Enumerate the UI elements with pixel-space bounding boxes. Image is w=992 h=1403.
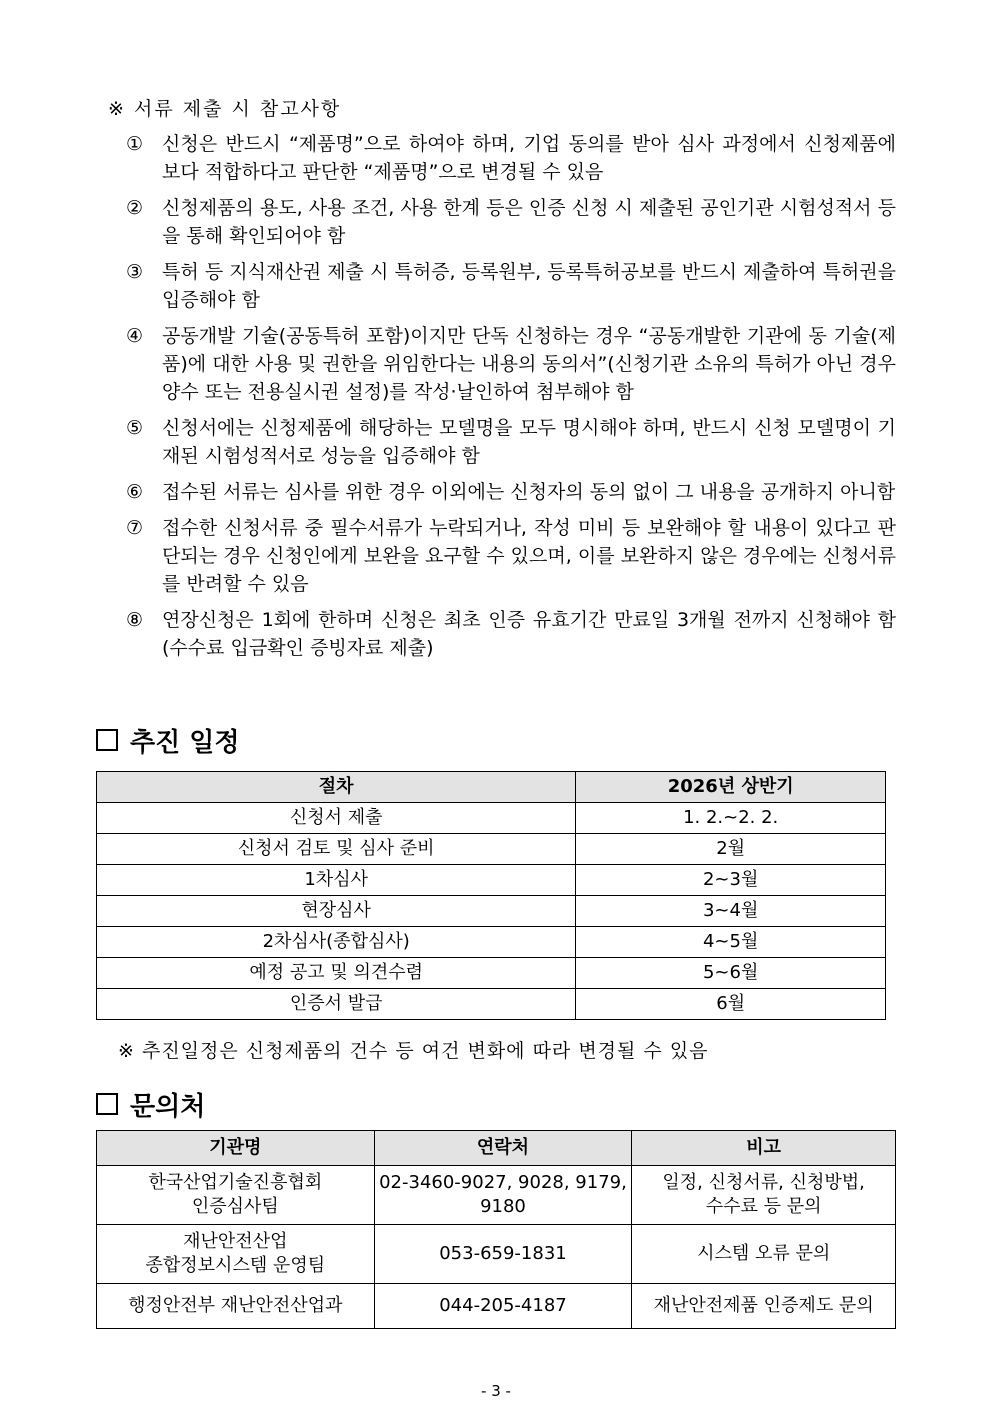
- phone-line: 9180: [480, 1196, 526, 1217]
- contact-heading-text: 문의처: [130, 1092, 206, 1122]
- contact-table: [96, 1130, 896, 1329]
- step-cell: 예정 공고 및 의견수렴: [97, 958, 576, 989]
- note-item: [126, 514, 896, 598]
- step-cell: 현장심사: [97, 896, 576, 927]
- note-cell: 재난안전제품 인증제도 문의: [632, 1284, 896, 1329]
- note-item: [126, 478, 896, 506]
- contact-heading: [96, 1086, 205, 1123]
- item-text: 공동개발 기술(공동특허 포함)이지만 단독 신청하는 경우 “공동개발한 기관에 동 기술(제품)에 대한 사용 및 권한을 위임한다는 내용의 동의서”(신청기관 소유의 특허가 아닌 경우 양수 또는 전용실시권 설정)를 작성·날인하여 첨부해야 함: [162, 325, 896, 403]
- period-cell: 2~3월: [576, 865, 886, 896]
- item-text: 접수된 서류는 심사를 위한 경우 이외에는 신청자의 동의 없이 그 내용을 공개하지 아니함: [162, 481, 896, 503]
- note-item: [126, 130, 896, 186]
- item-number: ⑤: [126, 417, 144, 439]
- item-text: 신청제품의 용도, 사용 조건, 사용 한계 등은 인증 신청 시 제출된 공인기관 시험성적서 등을 통해 확인되어야 함: [162, 197, 896, 247]
- item-text: 접수한 신청서류 중 필수서류가 누락되거나, 작성 미비 등 보완해야 할 내용이 있다고 판단되는 경우 신청인에게 보완을 요구할 수 있으며, 이를 보완하지 않은 경우에는 신청서류를 반려할 수 있음: [162, 517, 896, 595]
- header-cell: 연락처: [374, 1131, 632, 1166]
- header-cell: 비고: [632, 1131, 896, 1166]
- item-number: ②: [126, 197, 144, 219]
- table-row: [97, 803, 886, 834]
- note-list: [126, 130, 896, 670]
- note-item: [126, 606, 896, 662]
- period-cell: 6월: [576, 989, 886, 1020]
- table-row: [97, 989, 886, 1020]
- phone-cell: [374, 1166, 632, 1225]
- schedule-heading: [96, 722, 240, 759]
- table-row: [97, 834, 886, 865]
- table-header-row: [97, 1131, 896, 1166]
- period-cell: 2월: [576, 834, 886, 865]
- item-text: 신청서에는 신청제품에 해당하는 모델명을 모두 명시해야 하며, 반드시 신청 모델명이 기재된 시험성적서로 성능을 입증해야 함: [162, 417, 896, 467]
- period-cell: 5~6월: [576, 958, 886, 989]
- item-number: ④: [126, 325, 144, 347]
- table-row: [97, 1284, 896, 1329]
- header-cell: 2026년 상반기: [576, 772, 886, 803]
- org-cell: [97, 1225, 375, 1284]
- note-cell: 시스템 오류 문의: [632, 1225, 896, 1284]
- table-row: [97, 927, 886, 958]
- item-number: ⑦: [126, 517, 144, 539]
- item-number: ⑧: [126, 609, 144, 631]
- item-number: ③: [126, 261, 144, 283]
- note-item: [126, 258, 896, 314]
- period-cell: 1. 2.~2. 2.: [576, 803, 886, 834]
- period-cell: 3~4월: [576, 896, 886, 927]
- note-title: ※ 서류 제출 시 참고사항: [108, 98, 342, 120]
- step-cell: 인증서 발급: [97, 989, 576, 1020]
- table-row: [97, 1166, 896, 1225]
- step-cell: 신청서 제출: [97, 803, 576, 834]
- checkbox-square-icon: [96, 1093, 118, 1115]
- item-text: 특허 등 지식재산권 제출 시 특허증, 등록원부, 등록특허공보를 반드시 제출하여 특허권을 입증해야 함: [162, 261, 896, 311]
- period-cell: 4~5월: [576, 927, 886, 958]
- table-row: [97, 896, 886, 927]
- checkbox-square-icon: [96, 729, 118, 751]
- note-item: [126, 414, 896, 470]
- note-line: 수수료 등 문의: [705, 1196, 822, 1217]
- note-cell: [632, 1166, 896, 1225]
- org-cell: 행정안전부 재난안전산업과: [97, 1284, 375, 1329]
- schedule-heading-text: 추진 일정: [130, 728, 240, 758]
- org-line: 한국산업기술진흥협회: [148, 1172, 323, 1193]
- phone-line: 02-3460-9027, 9028, 9179,: [379, 1172, 627, 1193]
- phone-cell: 044-205-4187: [374, 1284, 632, 1329]
- table-row: [97, 1225, 896, 1284]
- step-cell: 1차심사: [97, 865, 576, 896]
- step-cell: 신청서 검토 및 심사 준비: [97, 834, 576, 865]
- org-line: 재난안전산업: [183, 1231, 288, 1252]
- header-cell: 절차: [97, 772, 576, 803]
- note-item: [126, 322, 896, 406]
- org-cell: [97, 1166, 375, 1225]
- table-row: [97, 958, 886, 989]
- note-item: [126, 194, 896, 250]
- note-line: 일정, 신청서류, 신청방법,: [662, 1172, 865, 1193]
- schedule-note: ※ 추진일정은 신청제품의 건수 등 여건 변화에 따라 변경될 수 있음: [118, 1040, 709, 1062]
- schedule-table: [96, 771, 886, 1020]
- item-number: ①: [126, 133, 144, 155]
- header-cell: 기관명: [97, 1131, 375, 1166]
- item-number: ⑥: [126, 481, 144, 503]
- item-text: 연장신청은 1회에 한하며 신청은 최초 인증 유효기간 만료일 3개월 전까지 신청해야 함(수수료 입금확인 증빙자료 제출): [162, 609, 896, 659]
- table-row: [97, 865, 886, 896]
- item-text: 신청은 반드시 “제품명”으로 하여야 하며, 기업 동의를 받아 심사 과정에서 신청제품에 보다 적합하다고 판단한 “제품명”으로 변경될 수 있음: [162, 133, 896, 183]
- page-number: - 3 -: [481, 1382, 511, 1400]
- org-line: 인증심사팀: [191, 1196, 279, 1217]
- table-header-row: [97, 772, 886, 803]
- step-cell: 2차심사(종합심사): [97, 927, 576, 958]
- phone-cell: 053-659-1831: [374, 1225, 632, 1284]
- org-line: 종합정보시스템 운영팀: [145, 1255, 326, 1276]
